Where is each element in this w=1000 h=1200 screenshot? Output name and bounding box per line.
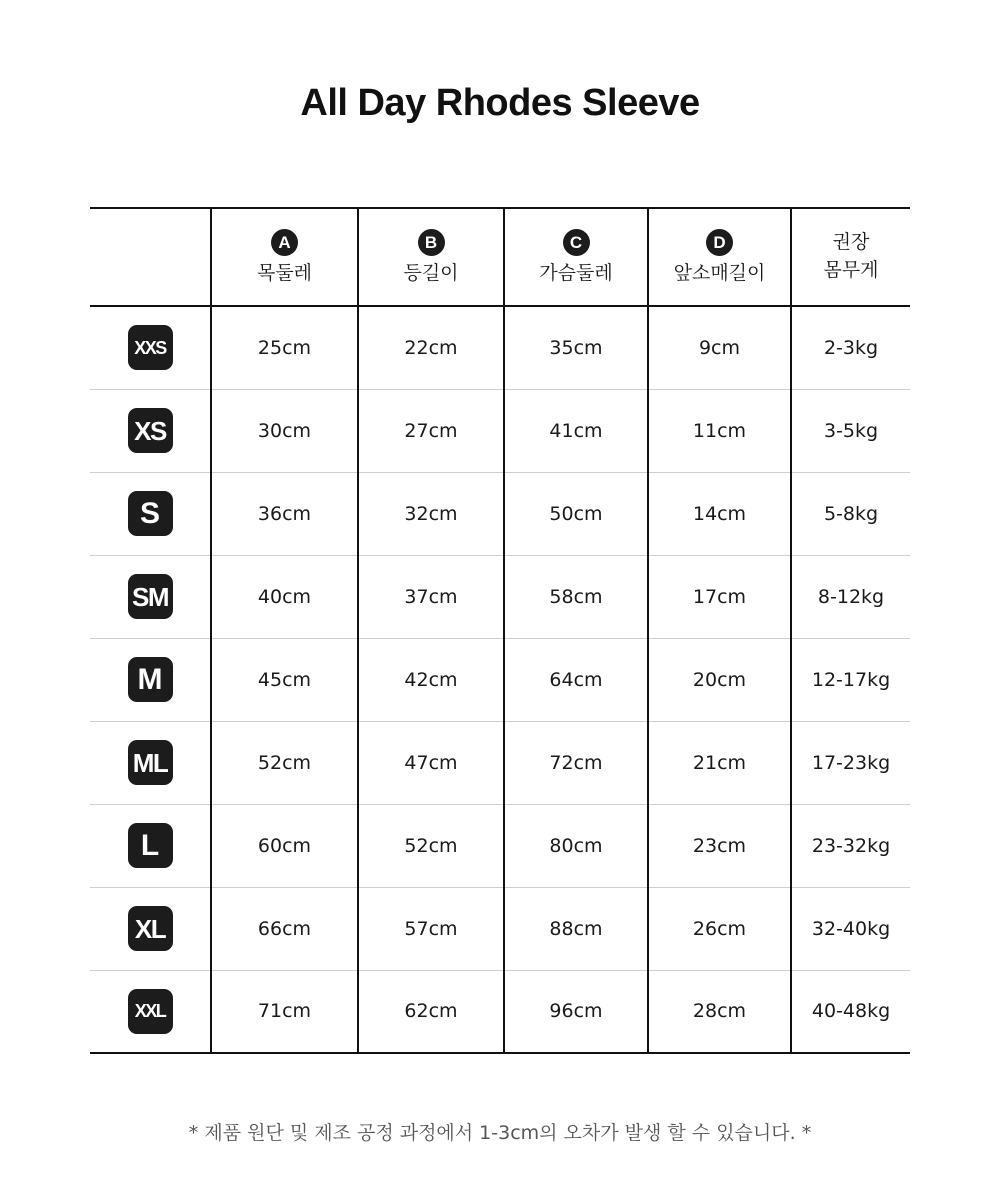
- sleeve-value-cell: [648, 721, 791, 804]
- size-xs-badge: XS: [128, 408, 173, 453]
- table-row: [90, 804, 910, 887]
- back-length-value-cell: [358, 721, 504, 804]
- sleeve-value-cell: [648, 306, 791, 389]
- sleeve-value-cell: [648, 472, 791, 555]
- header-label: 가슴둘레: [539, 262, 613, 285]
- page-title: All Day Rhodes Sleeve: [300, 82, 700, 124]
- size-cell: [90, 638, 211, 721]
- chest-value: 80cm: [549, 834, 603, 857]
- chest-value: 64cm: [549, 668, 603, 691]
- neck-value-cell: [211, 638, 358, 721]
- header-chest-cell: [504, 208, 648, 306]
- back-length-value: 52cm: [404, 834, 458, 857]
- neck-value-cell: [211, 389, 358, 472]
- weight-value: 2-3kg: [823, 336, 879, 359]
- neck-value: 71cm: [257, 1000, 312, 1023]
- weight-value: 12-17kg: [811, 668, 891, 691]
- chest-value: 35cm: [549, 336, 603, 359]
- sleeve-value-cell: [648, 389, 791, 472]
- table-row: [90, 721, 910, 804]
- sleeve-value: 17cm: [692, 585, 747, 608]
- neck-value-cell: [211, 887, 358, 970]
- sleeve-value-cell: [648, 970, 791, 1053]
- chest-value: 41cm: [549, 419, 603, 442]
- neck-value: 45cm: [257, 668, 312, 691]
- back-length-value-cell: [358, 389, 504, 472]
- weight-cell: [791, 721, 910, 804]
- table-row: [90, 970, 910, 1053]
- sleeve-value-cell: [648, 804, 791, 887]
- weight-value: 40-48kg: [811, 1000, 891, 1023]
- size-cell: [90, 970, 211, 1053]
- size-xl-badge: XL: [128, 906, 173, 951]
- chest-value: 58cm: [549, 585, 603, 608]
- neck-value-cell: [211, 555, 358, 638]
- neck-value-cell: [211, 804, 358, 887]
- table-row: [90, 389, 910, 472]
- back-length-value: 62cm: [404, 1000, 458, 1023]
- size-cell: [90, 887, 211, 970]
- weight-cell: [791, 887, 910, 970]
- back-length-value: 57cm: [404, 917, 458, 940]
- table-row: [90, 555, 910, 638]
- weight-value: 3-5kg: [823, 419, 879, 442]
- sleeve-value: 9cm: [698, 336, 741, 359]
- back-length-value-cell: [358, 472, 504, 555]
- size-s-badge: S: [128, 491, 173, 536]
- chest-value: 50cm: [549, 502, 603, 525]
- chest-value-cell: [504, 804, 648, 887]
- neck-value: 36cm: [257, 502, 312, 525]
- weight-cell: [791, 638, 910, 721]
- size-cell: [90, 804, 211, 887]
- header-weight-cell: [791, 208, 910, 306]
- size-cell: [90, 472, 211, 555]
- letter-d-badge: D: [706, 229, 733, 256]
- sleeve-value: 11cm: [692, 419, 747, 442]
- header-label: 등길이: [403, 262, 459, 285]
- weight-cell: [791, 970, 910, 1053]
- back-length-value-cell: [358, 555, 504, 638]
- back-length-value-cell: [358, 306, 504, 389]
- size-chart-table: [90, 207, 910, 1054]
- sleeve-value-cell: [648, 638, 791, 721]
- chest-value-cell: [504, 970, 648, 1053]
- back-length-value: 22cm: [404, 336, 458, 359]
- chest-value: 88cm: [549, 917, 603, 940]
- back-length-value: 37cm: [404, 585, 458, 608]
- back-length-value-cell: [358, 804, 504, 887]
- sleeve-value: 20cm: [692, 668, 747, 691]
- neck-value: 25cm: [257, 336, 312, 359]
- chest-value-cell: [504, 638, 648, 721]
- chest-value-cell: [504, 306, 648, 389]
- sleeve-value: 23cm: [692, 834, 747, 857]
- header-weight-line2: 몸무게: [823, 259, 879, 281]
- letter-b-badge: B: [418, 229, 445, 256]
- header-label: 앞소매길이: [673, 262, 766, 285]
- neck-value-cell: [211, 306, 358, 389]
- neck-value: 40cm: [257, 585, 312, 608]
- back-length-value: 42cm: [404, 668, 458, 691]
- size-cell: [90, 389, 211, 472]
- size-l-badge: L: [128, 823, 173, 868]
- weight-cell: [791, 472, 910, 555]
- back-length-value: 27cm: [404, 419, 458, 442]
- table-row: [90, 472, 910, 555]
- size-cell: [90, 721, 211, 804]
- footnote: * 제품 원단 및 제조 공정 과정에서 1-3cm의 오차가 발생 할 수 있습니다. *: [188, 1122, 812, 1144]
- weight-cell: [791, 804, 910, 887]
- neck-value: 60cm: [257, 834, 312, 857]
- size-cell: [90, 555, 211, 638]
- back-length-value-cell: [358, 638, 504, 721]
- sleeve-value: 14cm: [692, 502, 747, 525]
- size-cell: [90, 306, 211, 389]
- chest-value-cell: [504, 472, 648, 555]
- letter-a-badge: A: [271, 229, 298, 256]
- table-header-row: [90, 208, 910, 306]
- weight-value: 5-8kg: [823, 502, 879, 525]
- sleeve-value: 28cm: [692, 1000, 747, 1023]
- table-row: [90, 887, 910, 970]
- back-length-value-cell: [358, 887, 504, 970]
- weight-cell: [791, 306, 910, 389]
- letter-c-badge: C: [563, 229, 590, 256]
- size-xxl-badge: XXL: [128, 989, 173, 1034]
- chest-value-cell: [504, 887, 648, 970]
- neck-value-cell: [211, 472, 358, 555]
- sleeve-value-cell: [648, 555, 791, 638]
- back-length-value: 32cm: [404, 502, 458, 525]
- header-size-cell: [90, 208, 211, 306]
- table-body: [90, 306, 910, 1053]
- weight-value: 8-12kg: [817, 585, 885, 608]
- sleeve-value: 21cm: [692, 751, 747, 774]
- weight-value: 32-40kg: [811, 917, 891, 940]
- back-length-value: 47cm: [404, 751, 458, 774]
- header-neck-cell: [211, 208, 358, 306]
- neck-value: 52cm: [257, 751, 312, 774]
- sleeve-value: 26cm: [692, 917, 747, 940]
- sleeve-value-cell: [648, 887, 791, 970]
- size-ml-badge: ML: [128, 740, 173, 785]
- header-label: 목둘레: [256, 262, 313, 285]
- back-length-value-cell: [358, 970, 504, 1053]
- size-m-badge: M: [128, 657, 173, 702]
- neck-value: 66cm: [257, 917, 312, 940]
- header-back-length-cell: [358, 208, 504, 306]
- weight-cell: [791, 555, 910, 638]
- size-sm-badge: SM: [128, 574, 173, 619]
- chest-value-cell: [504, 721, 648, 804]
- header-sleeve-cell: [648, 208, 791, 306]
- neck-value-cell: [211, 970, 358, 1053]
- chest-value-cell: [504, 389, 648, 472]
- table-row: [90, 638, 910, 721]
- size-xxs-badge: XXS: [128, 325, 173, 370]
- weight-value: 23-32kg: [811, 834, 891, 857]
- neck-value: 30cm: [257, 419, 312, 442]
- weight-value: 17-23kg: [811, 751, 891, 774]
- chest-value-cell: [504, 555, 648, 638]
- chest-value: 96cm: [549, 1000, 603, 1023]
- weight-cell: [791, 389, 910, 472]
- chest-value: 72cm: [549, 751, 603, 774]
- table-row: [90, 306, 910, 389]
- header-weight-line1: 권장: [832, 231, 870, 254]
- neck-value-cell: [211, 721, 358, 804]
